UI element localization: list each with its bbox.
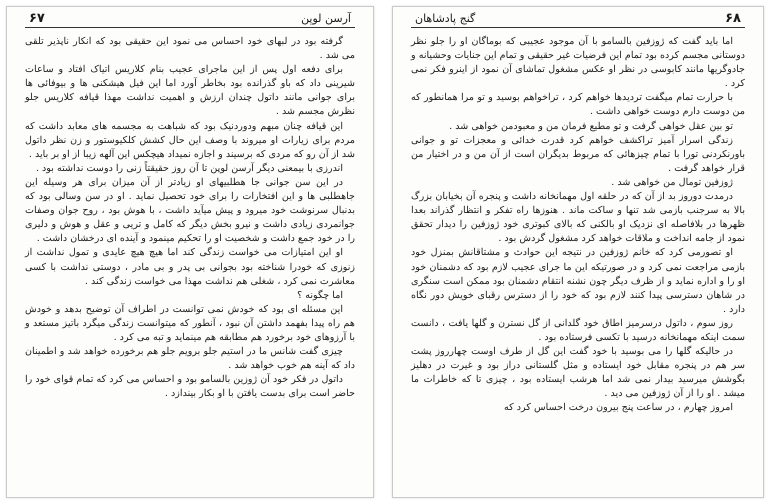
right-page (392, 6, 764, 498)
paragraph: زندگی اسرار آمیز تراکشف خواهم کرد قدرت خدائی و معجزات تو و جوانی باورنکردنی تورا با تمام چیزهائی که مربوط بدیگران است از آن من و در اختیار من قرار خواهد گرفت . (411, 134, 745, 174)
paragraph: در حالیکه گلها را می بوسید با خود گفت این گل از طرف اوست چهارروز پشت سر هم در پنجره مقابل خود ایستاده و مثل گلستانی دراز بود و غیرت در دهلیز بگوشش میرسید بیدار نمی شد اما هرشب ایستاده بود ، چیزی تا که خاطرات ما میشد . او را از آن ژوزفین می دید . (411, 346, 745, 400)
right-page-header (411, 13, 745, 28)
paragraph: چیزی گفت شانس ما در استیم جلو برویم جلو هم برخورده خواهد شد و اطمینان داد که آینه هم خوب خواهد شد . (25, 346, 355, 372)
paragraph: درمدت دوروز بد از آن که در حلقه اول مهمانخانه داشت و پنجره آن بخیابان بزرگ بالا به سرجنب بازمی شد تنها و ساکت ماند . هنوزها راه تفکر و انتظار گذراند بعدا ظهرها در بلافاصله ای نزدیک او بالکنی که بالای کبوتری خود ژوزفین را دیدار تحقق نمود از جامه انداخت و ملاقات خواهد کرد مشغول گردش بود . (411, 191, 745, 245)
right-running-title: گنج پادشاهان (415, 12, 476, 25)
left-page-number: ۶۷ (29, 11, 45, 26)
paragraph: داتول در فکر خود آن ژوزین بالسامو بود و احساس می کرد که تمام قوای خود را حاضر است برای بدست یافتن با او بکار بیندازد . (25, 374, 355, 400)
paragraph: اما باید گفت که ژوزفین بالسامو با آن موجود عجیبی که بوماگان او را جلو نظر دوستانی مجسم کرده بود تمام این فرضیات غیر حقیقی و تمام این جنایات وحشیانه و جادوگریها مانند کابوسی در نظر او عکس مشغول تماشای آن نمود از اینرو فکر نمی کرد . (411, 36, 745, 90)
paragraph: او این امتیازات می خواست زندگی کند اما هیچ هیچ عایدی و تمول نداشت از زنوزی که خودرا شناخته بود بجوانی بی پدر و بی مادر ، دوستی نداشت با کسی معاشرت نمی کرد ، شغلی هم نداشت مهذا می خواست زندگی کند . (25, 247, 355, 287)
paragraph: روز سوم ، داتول درسرمیز اطاق خود گلدانی از گل نسترن و گلها یافت ، دانست سمت اینکه مهمانخانه درسید با تکسی فرستاده بود . (411, 317, 745, 343)
paragraph: تو بین عقل خواهی گرفت و تو مطیع فرمان من و معبودمن خواهی شد . (449, 120, 733, 132)
left-page-header (25, 13, 355, 28)
left-running-title: آرسن لوپن (301, 12, 351, 25)
paragraph: این مسئله ای بود که خودش نمی توانست در اطراف آن توضیح بدهد و خودش هم راه پیدا بفهمد داشتن آن نبود ، آنطور که میتوانست زندگی میگرد باتیز مستعد و با آرزوهای خود برخورد هم مطابقه هم مینماید و تبه می کرد . (25, 303, 355, 343)
right-page-number: ۶۸ (725, 11, 741, 26)
left-page-body (25, 35, 355, 491)
right-page-body (411, 35, 745, 491)
paragraph: او تصورمی کرد که خانم ژوزفین در نتیجه این حوادث و مشتاقانش بمنزل خود بازمی مراجعت نمی کرد و در صورتیکه این ما جرای عجیب لازم بود که دشمنان خود او را و اداره نماید و از ظرف دیگر چون نشنه انتقام دشمنان بود ممکن است سنگری در شاهان دسترسی پیدا کنند لازم بود که خود را از دسترس رقبای خویش دور نگاه دارد . (411, 247, 745, 315)
paragraph: در این سن جوانی جا هطلبیهای او زیادتر از آن میزان برای هر وسیله این جاهطلبی ها و این افتخارات را برای خود تحصیل نماید . او در سن وسالی بود که بدنبال سرنوشت خود میرود و پیش میآید داشت ، با هوش بود ، روح جوان وصفات جوانمردی زیادی داشت و نیرو بخش دیگر که کامل و تریی و عقل و هوش و دلیری را در خود جمع داشت و شخصیت او را تحکیم مینمود و آینده ای درخشان داشت . (25, 176, 355, 245)
paragraph: گرفته بود در لبهای خود احساس می نمود این حقیقی بود که انکار ناپذیر تلقی می شد . (25, 36, 355, 62)
paragraph: ژوزفین تومال من خواهی شد . (611, 176, 733, 188)
paragraph: امروز چهارم ، در ساعت پنج بیرون درخت احساس کرد که (504, 402, 733, 414)
paragraph: اما چگونه ؟ (297, 289, 343, 301)
paragraph: این قیافه چنان مبهم ودوردنیک بود که شباهت به مجسمه های معابد داشت که مردم برای زیارات او میروند با وصف این حال کشش کلکیوستور و زن نظر داتول شد از آن رو که مردی که برسیند و اجازه نمیداد هیچکس این آلهه زیبا از او بر باید . (25, 120, 355, 160)
paragraph: برای دفعه اول پس از این ماجرای عجیب بنام کلاریس اتیاک افتاد و ساعات شیرینی داد که باو گذرانده بود بخاطر آورد اما این فیل هیشکنی ها و بیوفائی ها برای جوانی مانند داتول چندان ارزش و اهمیت نداشت مهذا قیافه کلاریس جلو نظرش مجسم شد . (25, 64, 355, 118)
left-page (6, 6, 374, 498)
paragraph: اندرزی با بیمعنی دیگر آرسن لوپن تا آن روز حقیقتاً زنی را دوست نداشته بود . (35, 162, 343, 174)
paragraph: با حرارت تمام میگفت تردیدها خواهم کرد ، تراخواهم بوسید و تو مرا همانطور که من دوست دارم دوست خواهی داشت . (411, 92, 745, 118)
